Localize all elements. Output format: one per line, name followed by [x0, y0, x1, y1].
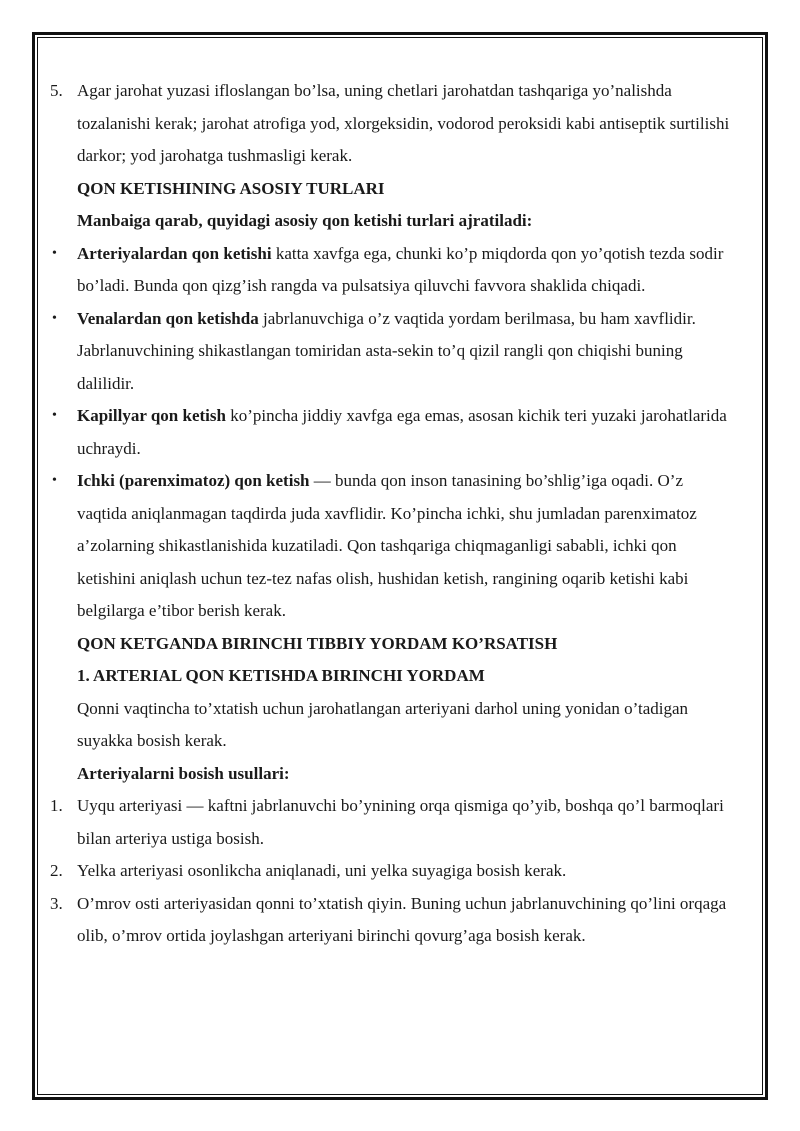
list-item-5	[50, 75, 730, 173]
subsection-heading-arterial: 1. ARTERIAL QON KETISHDA BIRINCHI YORDAM	[77, 666, 485, 685]
bleeding-type-text: — bunda qon inson tanasining bo’shlig’iga oqadi. O’z vaqtida aniqlanmagan taqdirda juda xavflidir. Ko’pincha ichki, shu jumladan parenximatoz a’zolarning shikastlanishida kuzatiladi. Qon tashqariga chiqmaganligi sababli, ichki qon ketishini aniqlash uchun tez-tez nafas olish, hushidan ketish, rangining oqarib ketishi kabi belgilarga e’tibor berish kerak.	[77, 471, 697, 620]
section-heading-bleeding-types: QON KETISHINING ASOSIY TURLARI	[77, 178, 385, 198]
bullet-icon: •	[52, 245, 57, 261]
list-number: 2.	[50, 861, 63, 880]
section-heading-first-aid: QON KETGANDA BIRINCHI TIBBIY YORDAM KO’RSATISH	[77, 633, 558, 653]
paragraph: Qonni vaqtincha to’xtatish uchun jarohatlangan arteriyani darhol uning yonidan o’tadigan suyakka bosish kerak.	[77, 698, 689, 750]
bleeding-type-item	[50, 400, 730, 465]
list-number: 3.	[50, 893, 63, 913]
bleeding-type-item	[50, 465, 730, 628]
method-item	[50, 790, 730, 855]
method-text: Yelka arteriyasi osonlikcha aniqlanadi, uni yelka suyagiga bosish kerak.	[77, 861, 567, 880]
bleeding-type-text: katta xavfga ega, chunki ko’p miqdorda qon yo’qotish tezda sodir bo’ladi. Bunda qon qizg’ish rangda va pulsatsiya qiluvchi favvora shaklida chiqadi.	[77, 243, 724, 295]
bleeding-type-item	[50, 238, 730, 303]
bleeding-type-term: Arteriyalardan qon ketishi	[77, 243, 272, 263]
method-text: O’mrov osti arteriyasidan qonni to’xtatish qiyin. Buning uchun jabrlanuvchining qo’lini orqaga olib, o’mrov ortida joylashgan arteriyani birinchi qovurg’aga bosish kerak.	[77, 893, 727, 945]
method-item	[50, 888, 730, 953]
list-number: 1.	[50, 796, 63, 815]
bullet-icon: •	[52, 473, 57, 488]
bleeding-type-text: ko’pincha jiddiy xavfga ega emas, asosan kichik teri yuzaki jarohatlarida uchraydi.	[77, 406, 727, 458]
method-text: Uyqu arteriyasi — kaftni jabrlanuvchi bo’ynining orqa qismiga qo’yib, boshqa qo’l barmoqlari bilan arteriya ustiga bosish.	[77, 796, 724, 848]
document-body	[50, 75, 730, 953]
bleeding-type-term: Kapillyar qon ketish	[77, 406, 226, 425]
bleeding-type-text: jabrlanuvchiga o’z vaqtida yordam berilmasa, bu ham xavflidir. Jabrlanuvchining shikastlangan tomiridan asta-sekin to’q qizil rangli qon chiqishi buning dalilidir.	[77, 308, 696, 393]
bleeding-type-term: Ichki (parenximatoz) qon ketish	[77, 471, 310, 490]
list-number: 5.	[50, 81, 63, 100]
bleeding-type-item	[50, 303, 730, 401]
section-intro: Manbaiga qarab, quyidagi asosiy qon ketishi turlari ajratiladi:	[77, 211, 533, 230]
bullet-icon: •	[52, 408, 57, 423]
method-item	[50, 855, 730, 888]
bleeding-type-term: Venalardan qon ketishda	[77, 308, 259, 328]
bullet-icon: •	[52, 310, 57, 326]
methods-heading: Arteriyalarni bosish usullari:	[77, 763, 290, 783]
list-item-text: Agar jarohat yuzasi ifloslangan bo’lsa, uning chetlari jarohatdan tashqariga yo’nalishda tozalanishi kerak; jarohat atrofiga yod, xlorgeksidin, vodorod peroksidi kabi antiseptik surtilishi darkor; yod jarohatga tushmasligi kerak.	[77, 81, 730, 165]
